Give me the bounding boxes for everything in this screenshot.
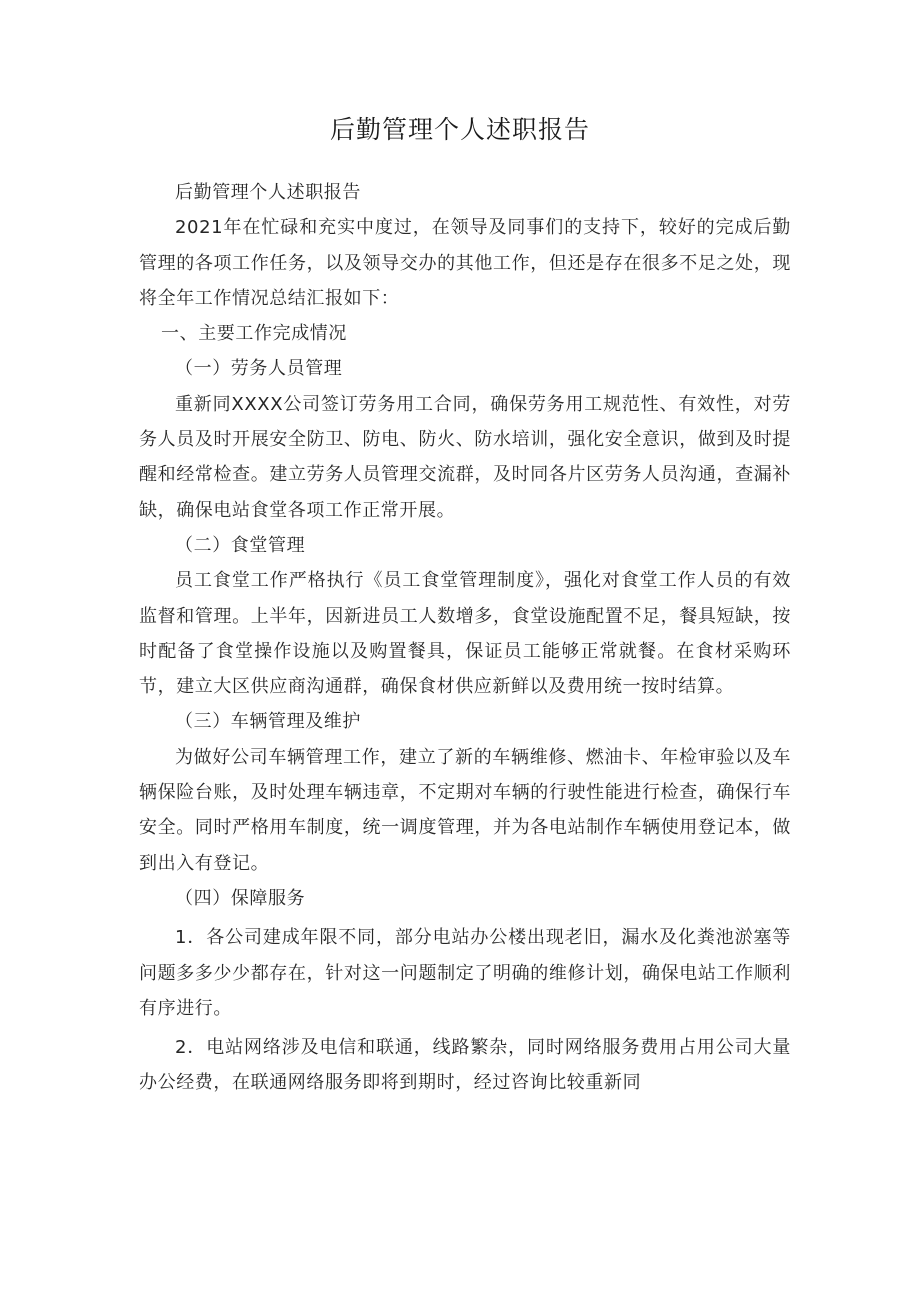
subsection-heading-support: （四）保障服务 (175, 887, 306, 909)
paragraph-intro: 2021年在忙碌和充实中度过，在领导及同事们的支持下，较好的完成后勤管理的各项工作任务，以及领导交办的其他工作，但还是存在很多不足之处，现将全年工作情况总结汇报如下： (139, 217, 791, 309)
section-heading-main-work: 一、主要工作完成情况 (161, 323, 347, 345)
paragraph-labor: 重新同XXXX公司签订劳务用工合同，确保劳务用工规范性、有效性，对劳务人员及时开展安全防卫、防电、防火、防水培训，强化安全意识，做到及时提醒和经常检查。建立劳务人员管理交流群，及时同各片区劳务人员沟通，查漏补缺，确保电站食堂各项工作正常开展。 (139, 393, 791, 521)
subsection-heading-canteen: （二）食堂管理 (175, 534, 306, 556)
document-title: 后勤管理个人述职报告 (329, 115, 590, 144)
subsection-heading-vehicles: （三）车辆管理及维护 (175, 711, 361, 733)
paragraph-support-item-2: 2．电站网络涉及电信和联通，线路繁杂，同时网络服务费用占用公司大量办公经费，在联通网络服务即将到期时，经过咨询比较重新同 (139, 1037, 791, 1094)
paragraph-canteen: 员工食堂工作严格执行《员工食堂管理制度》，强化对食堂工作人员的有效监督和管理。上半年，因新进员工人数增多，食堂设施配置不足，餐具短缺，按时配备了食堂操作设施以及购置餐具，保证员工能够正常就餐。在食材采购环节，建立大区供应商沟通群，确保食材供应新鲜以及费用统一按时结算。 (139, 570, 791, 698)
subsection-heading-labor: （一）劳务人员管理 (175, 358, 343, 380)
body-subtitle: 后勤管理个人述职报告 (175, 182, 361, 203)
paragraph-support-item-1: 1．各公司建成年限不同，部分电站办公楼出现老旧，漏水及化粪池淤塞等问题多多少少都存在，针对这一问题制定了明确的维修计划，确保电站工作顺利有序进行。 (139, 927, 791, 1019)
document-body (139, 175, 791, 1101)
paragraph-vehicles: 为做好公司车辆管理工作，建立了新的车辆维修、燃油卡、年检审验以及车辆保险台账，及时处理车辆违章，不定期对车辆的行驶性能进行检查，确保行车安全。同时严格用车制度，统一调度管理，并为各电站制作车辆使用登记本，做到出入有登记。 (139, 746, 791, 874)
